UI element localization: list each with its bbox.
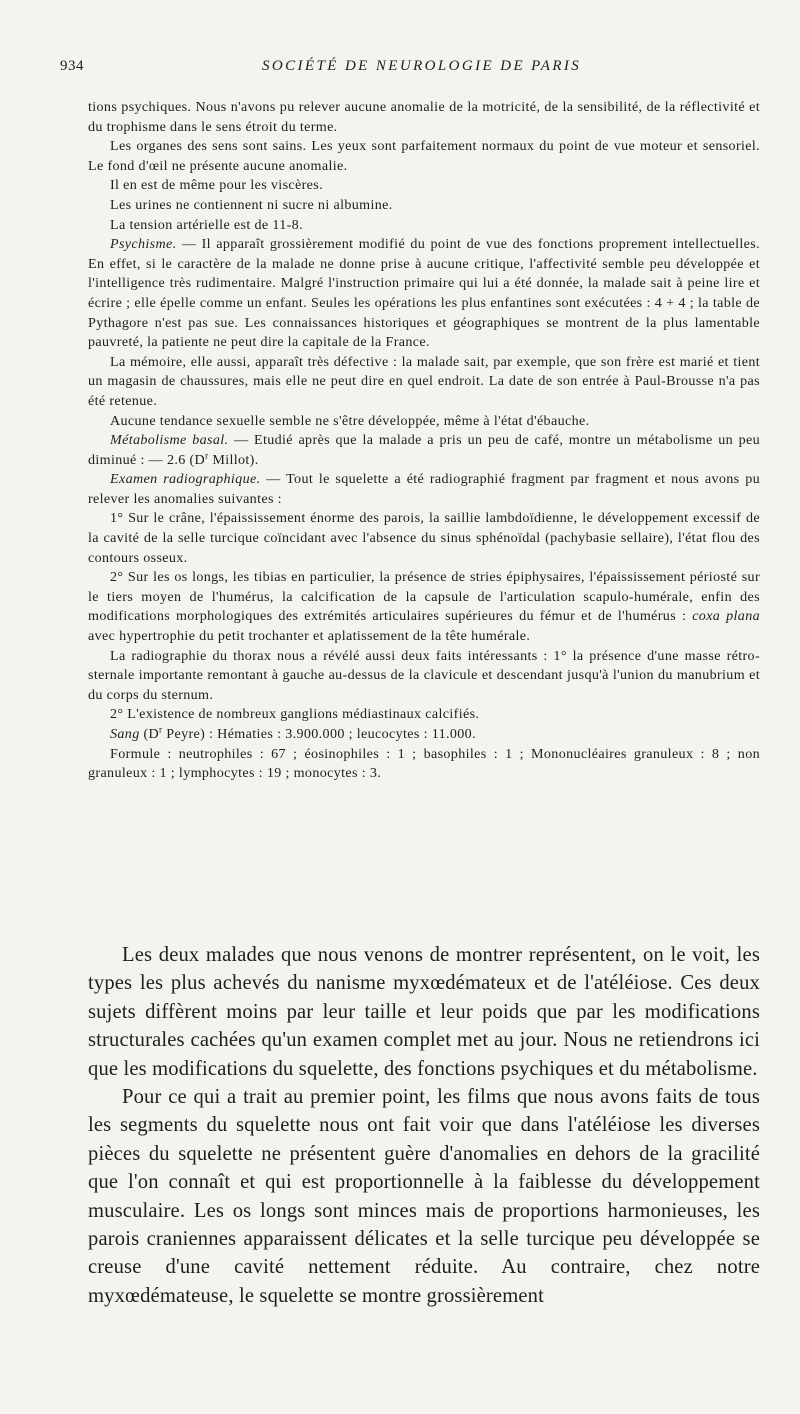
paragraph: 1° Sur le crâne, l'épaississement énorme des parois, la saillie lambdoïdienne, le développement excessif de la cavité de la selle turcique coïncidant avec l'absence du sinus sphénoïdal (pachybasie sellaire), l'état flou des contours osseux.	[88, 510, 760, 566]
paragraph: Aucune tendance sexuelle semble ne s'être développée, même à l'état d'ébauche.	[110, 412, 590, 429]
paragraph: Les urines ne contiennent ni sucre ni albumine.	[110, 196, 393, 213]
paragraph: Les deux malades que nous venons de montrer représentent, on le voit, les types les plus achevés du nanisme myxœdémateux et de l'atéléiose. Ces deux sujets diffèrent moins par leur taille et leur poids que par les modifications structurales cachées qu'un examen complet met au jour. Nous ne retiendrons ici que les modifications du squelette, des fonctions psychiques et du métabolisme.	[88, 944, 760, 1080]
paragraph: La mémoire, elle aussi, apparaît très défective : la malade sait, par exemple, que son frère est marié et tient un magasin de chaussures, mais elle ne peut dire en quel endroit. La date de son entrée à Paul-Brousse n'a pas été retenue.	[88, 353, 760, 409]
paragraph: La tension artérielle est de 11-8.	[110, 216, 303, 233]
running-title: SOCIÉTÉ DE NEUROLOGIE DE PARIS	[262, 58, 582, 74]
paragraph-text: — Il apparaît grossièrement modifié du point de vue des fonctions proprement intellectuelles. En effet, si le caractère de la malade ne donne prise à aucune critique, l'affectivité semble peu développée et l'intelligence très rudimentaire. Malgré l'instruction primaire qui lui a été donnée, la malade sait à peine lire et écrire ; elle épelle comme un enfant. Seules les opérations les plus enfantines sont exécutées : 4 + 4 ; la table de Pythagore n'est pas sue. Les connaissances historiques et géographiques se montrent de la plus lamentable pauvreté, la patiente ne peut dire la capitale de la France.	[88, 236, 760, 351]
italic-term: coxa plana	[692, 608, 761, 625]
paragraph-sang	[88, 725, 760, 745]
paragraph-text: — Tout le squelette a été radiographié fragment par fragment et nous avons pu relever les anomalies suivantes :	[88, 471, 760, 507]
paragraph-text: avec hypertrophie du petit trochanter et aplatissement de la tête humérale.	[88, 628, 531, 645]
page-header	[60, 58, 740, 84]
paragraph-text: (D	[139, 726, 160, 742]
page-number: 934	[60, 58, 84, 74]
superscript: r	[159, 724, 163, 735]
paragraph: La radiographie du thorax nous a révélé aussi deux faits intéressants : 1° la présence d'une masse rétro-sternale importante remontant à gauche au-dessus de la clavicule et descendant jusqu'à l'union du manubrium et du corps du sternum.	[88, 647, 760, 703]
section-label: Métabolisme basal.	[110, 432, 229, 449]
paragraph-text: Peyre) : Hématies : 3.900.000 ; leucocytes : 11.000.	[162, 726, 476, 742]
case-report	[88, 98, 760, 784]
section-label: Psychisme.	[110, 236, 177, 253]
paragraph: tions psychiques. Nous n'avons pu relever aucune anomalie de la motricité, de la sensibilité, de la réflectivité et du trophisme dans le sens étroit du terme.	[88, 99, 760, 135]
paragraph: 2° L'existence de nombreux ganglions médiastinaux calcifiés.	[110, 706, 480, 723]
superscript: r	[205, 450, 209, 460]
paragraph-text: — Etudié après que la malade a pris un peu de café, montre un métabolisme un peu diminué : — 2.6 (D	[88, 432, 760, 468]
paragraph-text: 2° Sur les os longs, les tibias en particulier, la présence de stries épiphysaires, l'épaississement périosté sur le tiers moyen de l'humérus, la calcification de la capsule de l'articulation scapulo-humérale, enfin des modifications morphologiques des extrémités articulaires supérieures du fémur et de l'humérus :	[88, 569, 760, 625]
paragraph: Pour ce qui a trait au premier point, les films que nous avons faits de tous les segments du squelette nous ont fait voir que dans l'atéléiose les diverses pièces du squelette ne présentent guère d'anomalies en dehors de la gracilité que l'on connaît et qui est proportionnelle à la faiblesse du développement musculaire. Les os longs sont minces mais de proportions harmonieuses, les parois craniennes apparaissent délicates et la selle turcique peu développée se creuse d'une cavité nettement réduite. Au contraire, chez notre myxœdémateuse, le squelette se montre grossièrement	[88, 1086, 760, 1307]
paragraph-os-longs	[88, 568, 760, 646]
paragraph-radiographie	[88, 470, 760, 509]
section-label: Examen radiographique.	[110, 471, 261, 488]
section-label: Sang	[110, 726, 140, 742]
paragraph-metabolisme	[88, 431, 760, 470]
paragraph: Formule : neutrophiles : 67 ; éosinophiles : 1 ; basophiles : 1 ; Mononucléaires granuleux : 8 ; non granuleux : 1 ; lymphocytes : 19 ; monocytes : 3.	[88, 745, 760, 782]
paragraph: Il en est de même pour les viscères.	[110, 177, 323, 194]
paragraph-psychisme	[88, 235, 760, 353]
paragraph: Les organes des sens sont sains. Les yeux sont parfaitement normaux du point de vue moteur et sensoriel. Le fond d'œil ne présente aucune anomalie.	[88, 138, 760, 174]
paragraph-text: Millot).	[208, 451, 259, 468]
discussion	[88, 941, 760, 1310]
